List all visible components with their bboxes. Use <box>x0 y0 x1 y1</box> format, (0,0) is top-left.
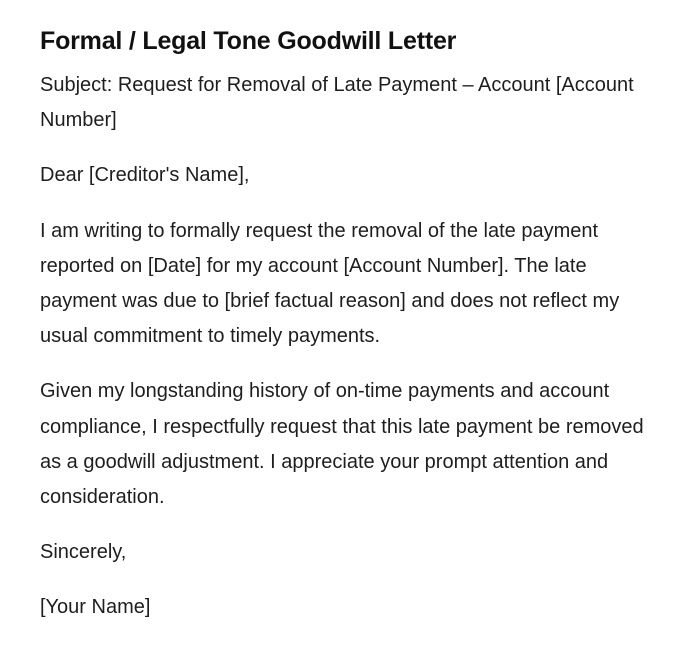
letter-signature: [Your Name] <box>40 596 151 619</box>
letter-closing: Sincerely, <box>40 541 127 564</box>
letter-subject: Subject: Request for Removal of Late Payment – Account [Account Number] <box>40 74 634 132</box>
letter-body-paragraph: Given my longstanding history of on-time payments and account compliance, I respectfully request that this late payment be removed as a goodwill adjustment. I appreciate your prompt attention and consideration. <box>40 380 644 509</box>
letter-title: Formal / Legal Tone Goodwill Letter <box>40 27 457 55</box>
letter-body-paragraph: I am writing to formally request the removal of the late payment reported on [Date] for my account [Account Number]. The late payment was due to [brief factual reason] and does not reflect my usual commitment to timely payments. <box>40 219 620 348</box>
letter-document <box>40 24 650 646</box>
letter-salutation: Dear [Creditor's Name], <box>40 164 250 187</box>
